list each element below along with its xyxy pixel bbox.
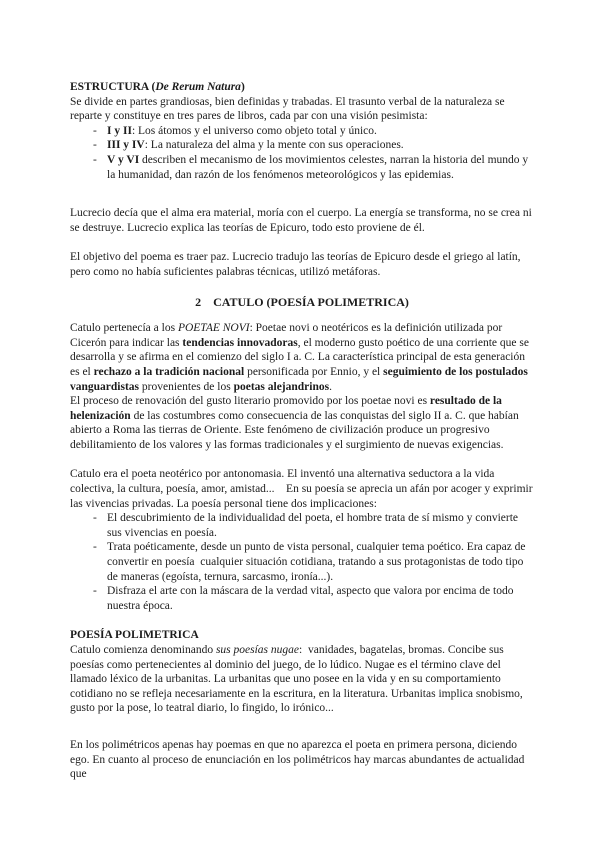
paragraph-helenizacion: El proceso de renovación del gusto literario promovido por los poetae novi es resultado de la helenización de las costumbres como consecuencia de las conquistas del siglo II a. C. que habían abierto a Roma las tierras de Oriente. Este fenómeno de civilización produce un progresivo debilitamiento de los valores y las formas tradicionales y el surgimiento de nuevas exigencias. [70,395,522,451]
list-item-libros-3 [70,153,534,182]
list-item-text: III y IV: La naturaleza del alma y la mente con sus operaciones. [107,139,404,152]
list-item-implicaciones-1 [70,511,534,540]
paragraph-lucrecio-alma: Lucrecio decía que el alma era material, moría con el cuerpo. La energía se transforma, no se crea ni se destruye. Lucrecio explica las teorías de Epicuro, todo esto proviene de él. [70,207,535,234]
list-implicaciones [70,511,534,613]
bullet-marker: - [93,139,97,152]
bullet-marker: - [93,585,97,598]
heading-poesia-polimetrica: POESÍA POLIMETRICA [70,629,199,642]
list-item-text: I y II: Los átomos y el universo como objeto total y único. [107,124,377,137]
paragraph-nugae-urbanitas: Catulo comienza denominando sus poesías nugae: vanidades, bagatelas, bromas. Concibe sus poesías como pertenecientes al dominio del juego, de lo lúdico. Nugae es el término clave del llamado léxico de la urbanitas. La urbanitas que uno posee en la vida y en su comportamiento cotidiano no se refleja necesariamente en la escritura, en la literatura. Urbanitas implica snobismo, gusto por la pose, lo teatral diario, lo fingido, lo irónico... [70,644,526,715]
list-item-implicaciones-2 [70,540,534,584]
paragraph-objetivo-poema: El objetivo del poema es traer paz. Lucrecio tradujo las teorías de Epicuro desde el griego al latín, pero como no había suficientes palabras técnicas, utilizó metáforas. [70,251,524,278]
paragraph-poetae-novi: Catulo pertenecía a los POETAE NOVI: Poetae novi o neotéricos es la definición utilizada por Cicerón para indicar las tendencias innovadoras, el moderno gusto poético de una corriente que se desarrolla y se afirma en el comienzo del siglo I a. C. La característica principal de esta generación es el rechazo a la tradición nacional personificada por Ennio, y el seguimiento de los postulados vanguardistas provenientes de los poetas alejandrinos. [70,322,532,393]
bullet-marker: - [93,541,97,554]
list-item-libros-2 [70,138,534,153]
heading-estructura: ESTRUCTURA (De Rerum Natura) [70,81,245,93]
document-body [70,80,534,782]
list-item-implicaciones-3 [70,584,534,613]
bullet-marker: - [93,153,97,166]
list-item-text: V y VI describen el mecanismo de los movimientos celestes, narran la historia del mundo y la humanidad, dan razón de los fenómenos meteorológicos y las epidemias. [107,153,532,181]
list-item-libros-1 [70,124,534,139]
paragraph-polimetricos-ego: En los polimétricos apenas hay poemas en que no aparezca el poeta en primera persona, diciendo ego. En cuanto al proceso de enunciación en los polimétricos hay marcas abundantes de actualidad que [70,738,528,781]
paragraph-catulo-neoterico: Catulo era el poeta neotérico por antonomasia. El inventó una alternativa seductora a la vida colectiva, la cultura, poesía, amor, amistad... En su poesía se aprecia un afán por acoger y exprimir las vivencias privadas. La poesía personal tiene dos implicaciones: [70,468,536,510]
heading-catulo-polimetrica: 2 CATULO (POESÍA POLIMETRICA) [195,294,409,309]
list-item-text: Disfraza el arte con la máscara de la verdad vital, aspecto que valora por encima de todo nuestra época. [107,585,517,612]
bullet-marker: - [93,124,97,137]
bullet-marker: - [93,512,97,525]
list-libros [70,124,534,182]
paragraph-estructura-intro: Se divide en partes grandiosas, bien definidas y trabadas. El trasunto verbal de la naturaleza se reparte y constituye en tres pares de libros, cada par con una visión pesimista: [70,95,508,123]
list-item-text: El descubrimiento de la individualidad del poeta, el hombre trata de sí mismo y convierte sus vivencias en poesía. [107,512,521,539]
list-item-text: Trata poéticamente, desde un punto de vista personal, cualquier tema poético. Era capaz de convertir en poesía cualquier situación cotidiana, tratando a sus protagonistas de todo tipo de maneras (egoísta, ternura, sarcasmo, ironía...). [107,541,529,583]
